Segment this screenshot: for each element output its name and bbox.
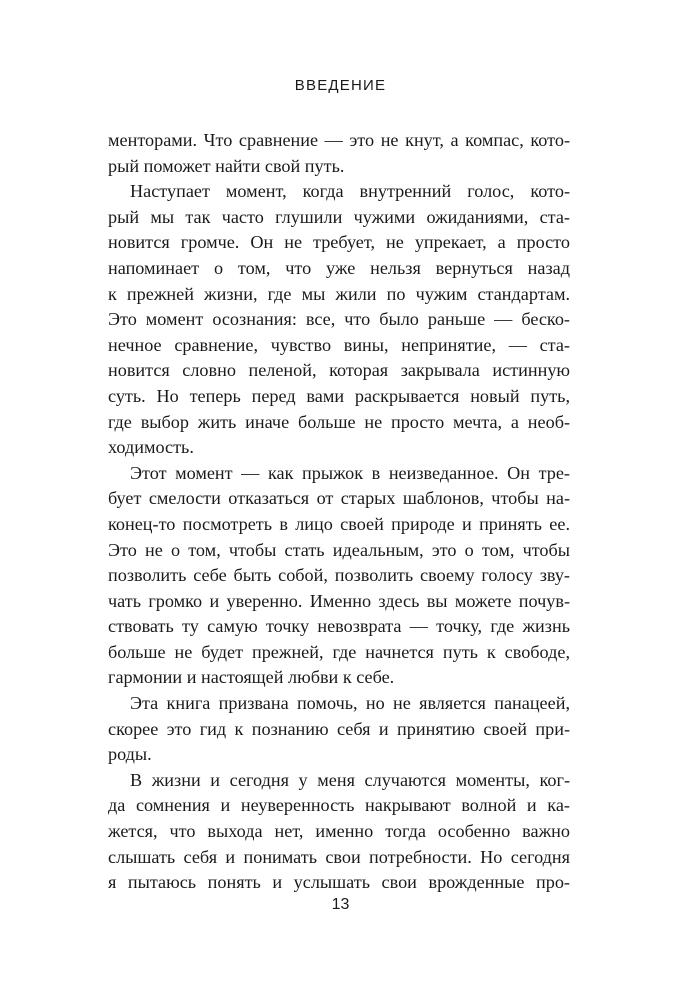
text-line: новится словно пеленой, которая закрывала истинную bbox=[108, 360, 570, 381]
text-line: к прежней жизни, где мы жили по чужим стандартам. bbox=[108, 283, 570, 304]
text-line: бует смелости отказаться от старых шаблонов, чтобы на- bbox=[108, 488, 570, 509]
text-line: нечное сравнение, чувство вины, непринятие, — ста- bbox=[108, 334, 570, 355]
text-line: ствовать ту самую точку невозврата — точку, где жизнь bbox=[108, 616, 570, 637]
text-line: я пытаюсь понять и услышать свои врожденные про- bbox=[108, 872, 570, 893]
text-line: роды. bbox=[108, 744, 152, 765]
text-line: где выбор жить иначе больше не просто мечта, а необ- bbox=[108, 411, 570, 432]
text-line: В жизни и сегодня у меня случаются моменты, ког- bbox=[130, 769, 570, 790]
text-line: конец-то посмотреть в лицо своей природе и принять ее. bbox=[108, 513, 570, 534]
text-line: менторами. Что сравнение — это не кнут, а компас, кото- bbox=[108, 130, 570, 150]
text-line: жется, что выхода нет, именно тогда особенно важно bbox=[108, 821, 570, 842]
text-line: позволить себе быть собой, позволить своему голосу зву- bbox=[108, 565, 570, 586]
text-line: Это момент осознания: все, что было раньше — беско- bbox=[108, 309, 570, 330]
running-head: ВВЕДЕНИЕ bbox=[294, 77, 387, 94]
page-number: 13 bbox=[331, 896, 350, 913]
text-line: Этот момент — как прыжок в неизведанное. Он тре- bbox=[130, 462, 570, 483]
text-line: да сомнения и неуверенность накрывают волной и ка- bbox=[108, 795, 570, 816]
text-line: гармонии и настоящей любви к себе. bbox=[108, 667, 395, 688]
text-line: больше не будет прежней, где начнется путь к свободе, bbox=[108, 641, 570, 662]
text-line: суть. Но теперь перед вами раскрывается новый путь, bbox=[108, 385, 570, 406]
text-line: Это не о том, чтобы стать идеальным, это о том, чтобы bbox=[108, 539, 570, 560]
text-line: напоминает о том, что уже нельзя вернуться назад bbox=[108, 257, 570, 278]
text-line: ходимость. bbox=[108, 437, 194, 458]
text-line: чать громко и уверенно. Именно здесь вы можете почув- bbox=[108, 590, 570, 611]
text-line: рый мы так часто глушили чужими ожиданиями, ста- bbox=[108, 206, 570, 227]
text-line: рый поможет найти свой путь. bbox=[108, 155, 345, 176]
text-line: Эта книга призвана помочь, но не является панацеей, bbox=[130, 693, 570, 714]
text-line: Наступает момент, когда внутренний голос, кото- bbox=[130, 181, 570, 202]
body-text bbox=[108, 128, 570, 896]
text-line: скорее это гид к познанию себя и принятию своей при- bbox=[108, 718, 570, 739]
text-line: новится громче. Он не требует, не упрекает, а просто bbox=[108, 232, 570, 253]
text-line: слышать себя и понимать свои потребности. Но сегодня bbox=[108, 846, 570, 867]
